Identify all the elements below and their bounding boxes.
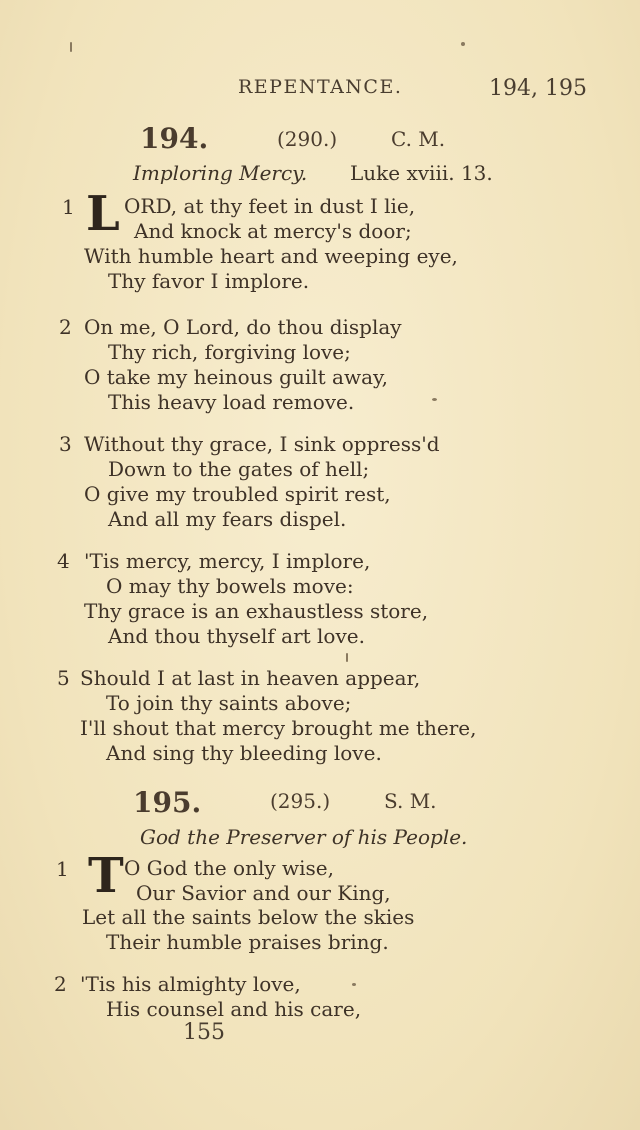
verse-number: 2: [54, 972, 67, 996]
hymn-194-scripture: Luke xviii. 13.: [350, 161, 493, 185]
drop-cap: T: [88, 848, 124, 904]
hymn-range: 194, 195: [489, 76, 587, 101]
hymn-195-meter: S. M.: [384, 789, 437, 813]
verse-line: On me, O Lord, do thou display: [84, 315, 402, 339]
verse-line: I'll shout that mercy brought me there,: [80, 716, 477, 740]
verse-line: Their humble praises bring.: [106, 930, 389, 954]
verse-number: 1: [62, 195, 75, 219]
hymn-194-subtitle: Imploring Mercy.: [133, 161, 308, 185]
running-title: REPENTANCE.: [238, 76, 403, 98]
hymn-194-number: 194.: [140, 122, 209, 155]
verse-line: 'Tis mercy, mercy, I implore,: [84, 549, 371, 573]
verse-line: Our Savior and our King,: [136, 881, 391, 905]
verse-number: 2: [59, 315, 72, 339]
paper-speck: [352, 983, 356, 986]
verse-line: This heavy load remove.: [108, 390, 355, 414]
page-number: 155: [183, 1020, 225, 1045]
hymn-194-tune: (290.): [277, 127, 338, 151]
verse-number: 5: [57, 666, 70, 690]
verse-line: To join thy saints above;: [106, 691, 352, 715]
hymn-194-meter: C. M.: [391, 127, 446, 151]
verse-number: 4: [57, 549, 70, 573]
hymn-195-tune: (295.): [270, 789, 331, 813]
hymn-195-number: 195.: [133, 786, 202, 819]
verse-line: And sing thy bleeding love.: [106, 741, 382, 765]
verse-line: Thy rich, forgiving love;: [108, 340, 351, 364]
verse-number: 1: [56, 857, 69, 881]
verse-line: And all my fears dispel.: [108, 507, 347, 531]
paper-speck: [346, 653, 348, 662]
verse-line: His counsel and his care,: [106, 997, 362, 1021]
verse-line: O take my heinous guilt away,: [84, 365, 389, 389]
verse-line: O God the only wise,: [124, 856, 334, 880]
verse-line: O may thy bowels move:: [106, 574, 354, 598]
verse-line: Thy favor I implore.: [108, 269, 310, 293]
verse-line: 'Tis his almighty love,: [80, 972, 301, 996]
paper-speck: [461, 42, 465, 46]
verse-line: And knock at mercy's door;: [134, 219, 412, 243]
verse-line: Without thy grace, I sink oppress'd: [84, 432, 440, 456]
verse-line: Down to the gates of hell;: [108, 457, 370, 481]
paper-speck: [70, 42, 72, 52]
hymn-195-subtitle: God the Preserver of his People.: [140, 825, 468, 849]
verse-line: And thou thyself art love.: [108, 624, 365, 648]
verse-line: Thy grace is an exhaustless store,: [84, 599, 429, 623]
verse-line: Should I at last in heaven appear,: [80, 666, 421, 690]
paper-speck: [432, 398, 437, 401]
verse-number: 3: [59, 432, 72, 456]
verse-line: ORD, at thy feet in dust I lie,: [124, 194, 416, 218]
verse-line: With humble heart and weeping eye,: [84, 244, 458, 268]
verse-line: O give my troubled spirit rest,: [84, 482, 391, 506]
verse-line: Let all the saints below the skies: [82, 905, 415, 929]
drop-cap: L: [86, 186, 120, 242]
